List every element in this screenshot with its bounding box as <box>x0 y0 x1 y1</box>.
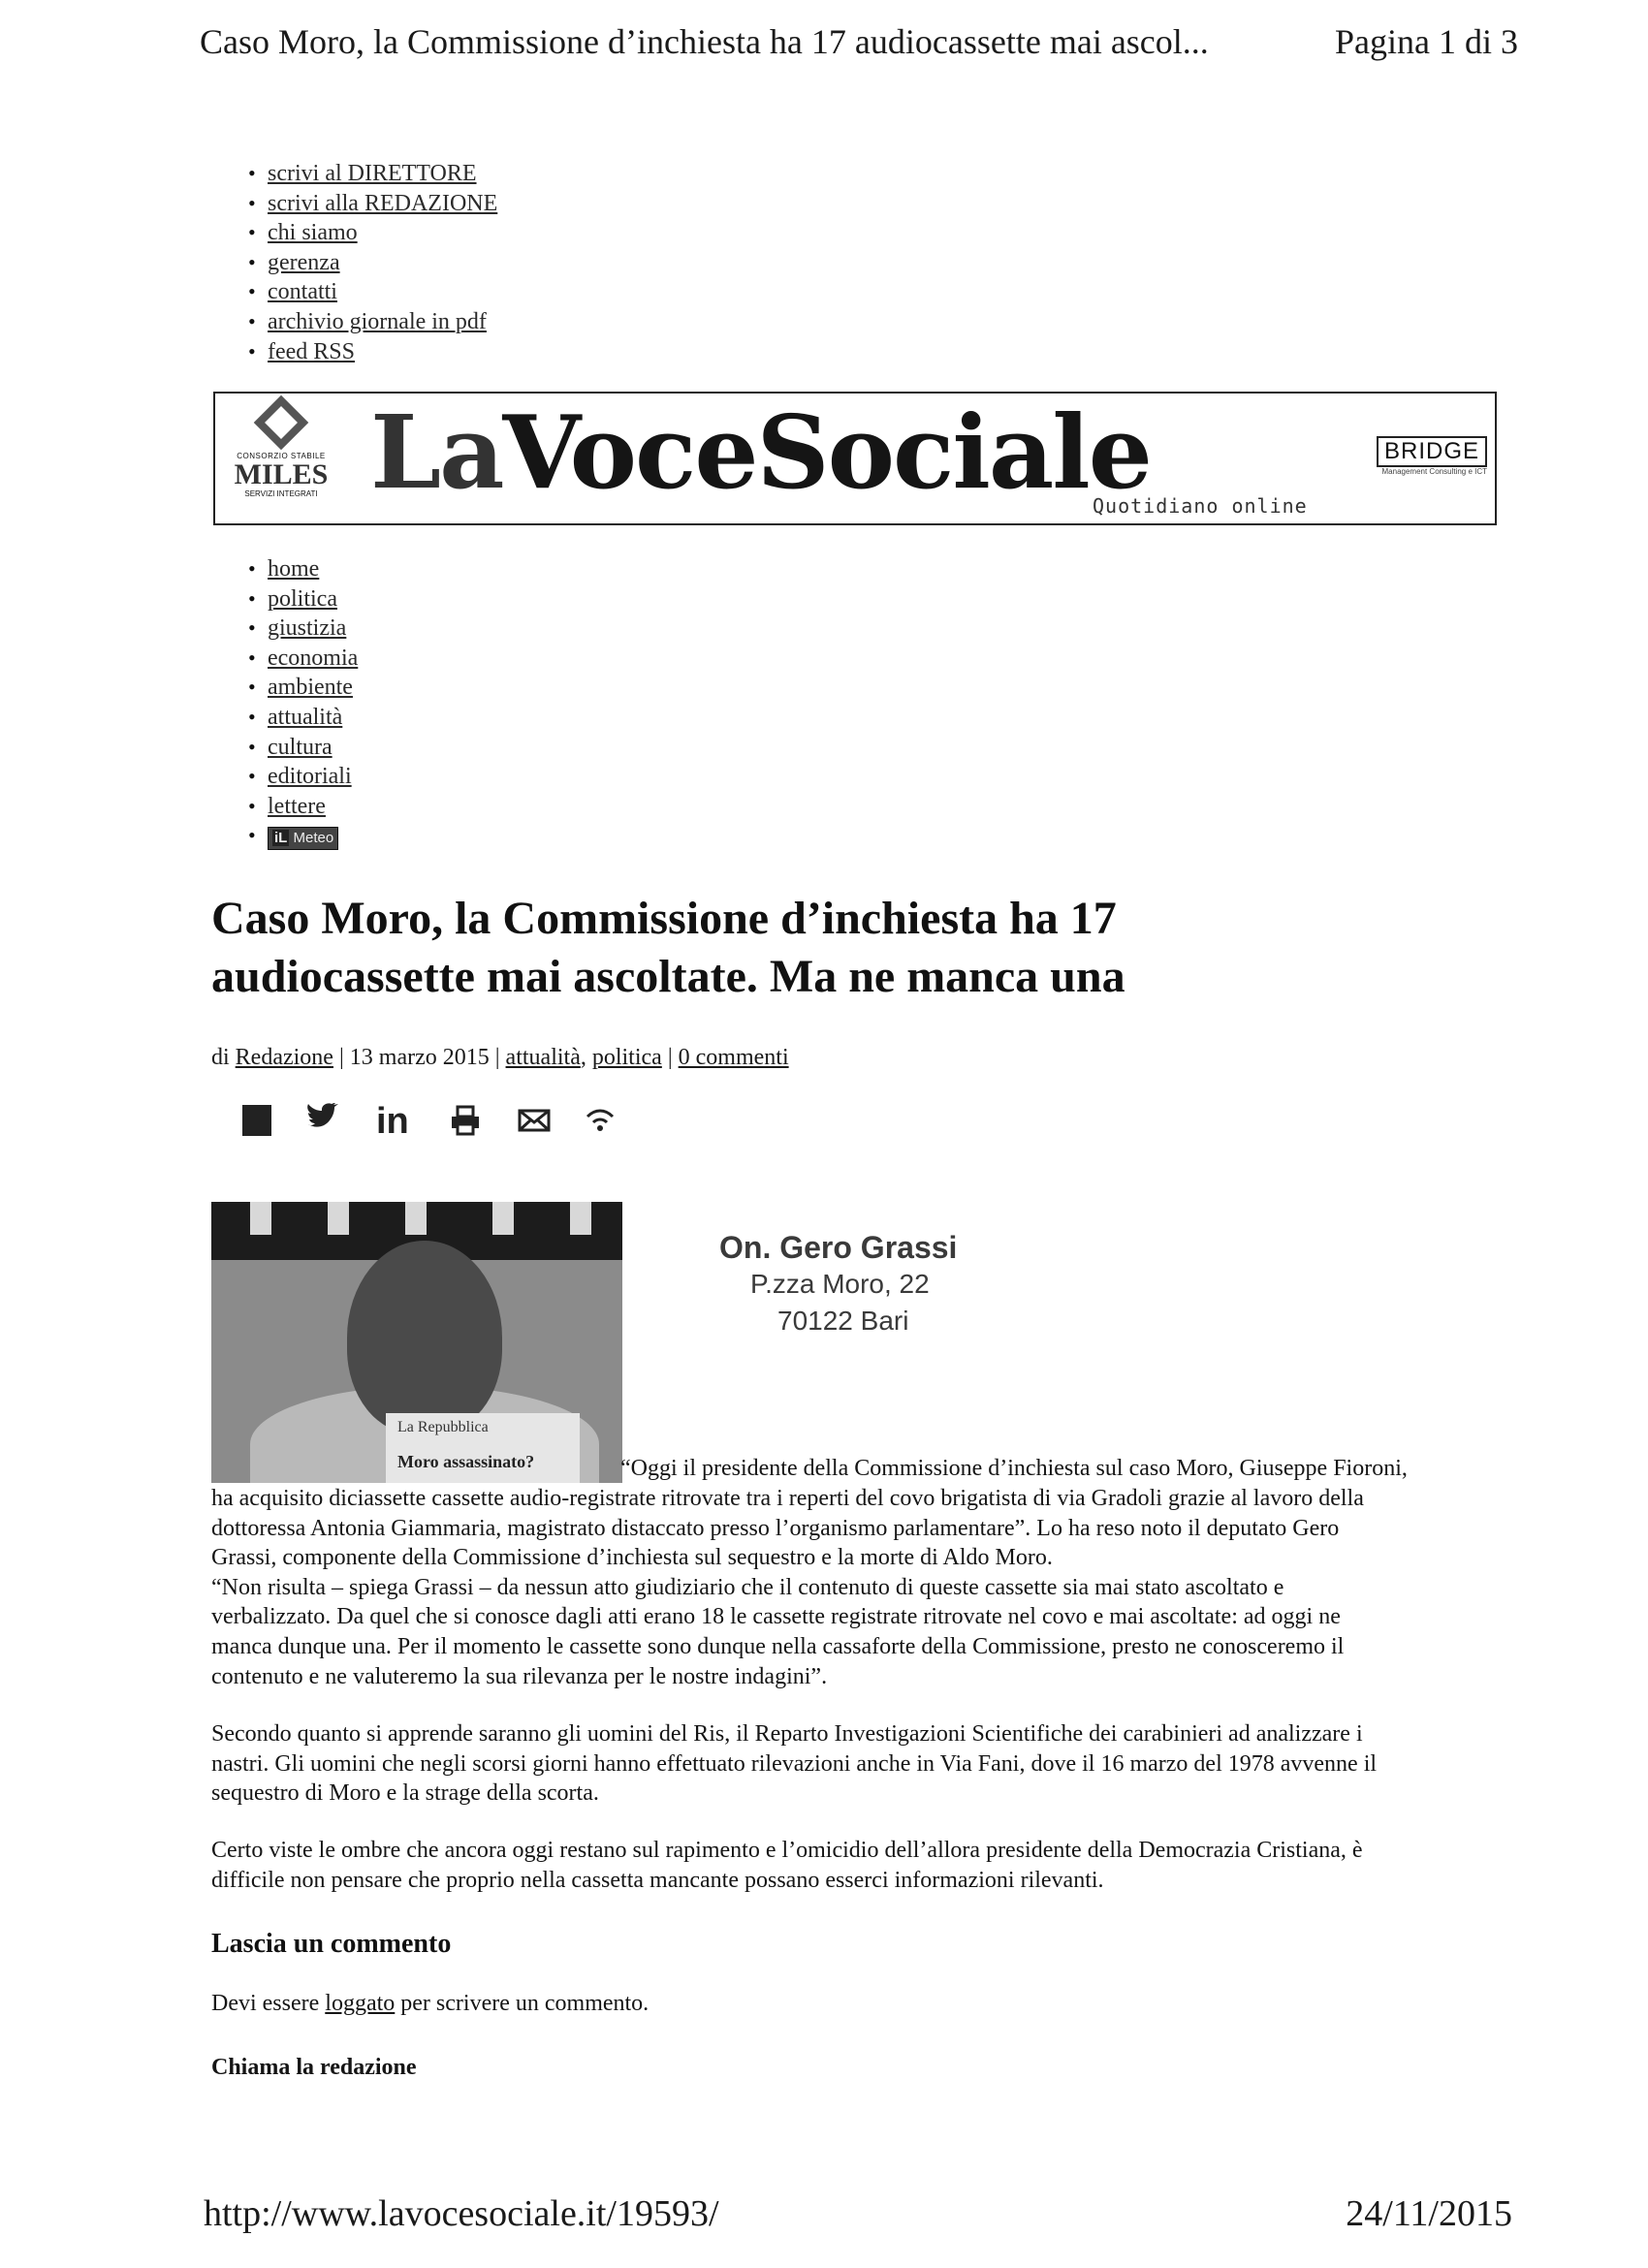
nav-item <box>248 703 358 733</box>
site-tagline: Quotidiano online <box>1093 494 1308 518</box>
bridge-logo[interactable] <box>1359 436 1487 476</box>
bridge-logo-sub: Management Consulting e ICT <box>1381 467 1487 476</box>
site-banner[interactable] <box>213 392 1497 525</box>
address-stamp <box>719 1229 957 1339</box>
nav-item <box>248 673 358 703</box>
top-link <box>248 277 497 307</box>
nav-politica[interactable]: politica <box>268 585 337 612</box>
print-header-title: Caso Moro, la Commissione d’inchiesta ha 17 audiocassette mai ascol... <box>200 22 1209 61</box>
top-link <box>248 189 497 219</box>
site-logo-la: La <box>370 393 503 512</box>
nav-item <box>248 554 358 584</box>
nav-item <box>248 614 358 644</box>
miles-logo-name: MILES <box>234 458 329 490</box>
photo-figure-head <box>347 1241 502 1434</box>
twitter-icon[interactable] <box>306 1103 339 1137</box>
miles-diamond-icon <box>254 395 309 451</box>
photo-newspaper-headline: Moro assassinato? <box>397 1452 535 1471</box>
paragraph-line: Certo viste le ombre che ancora oggi restano sul rapimento e l’omicidio dell’allora presidente della Democrazia Cristiana, è <box>211 1838 1363 1863</box>
login-note-pre: Devi essere <box>211 1991 320 2016</box>
stamp-street: P.zza Moro, 22 <box>750 1269 930 1299</box>
nav-editoriali[interactable]: editoriali <box>268 764 352 790</box>
nav-item <box>248 762 358 792</box>
paragraph-line: dottoressa Antonia Giammaria, magistrato distaccato presso l’organismo parlamentare”. Lo ha reso noto il deputato Gero <box>211 1515 1340 1541</box>
stamp-city: 70122 Bari <box>777 1306 909 1336</box>
top-link <box>248 248 497 278</box>
meteo-badge-il: iL <box>274 830 288 847</box>
top-link <box>248 337 497 367</box>
article-byline <box>211 1045 789 1071</box>
facebook-icon[interactable] <box>242 1105 271 1136</box>
nav-home[interactable]: home <box>268 556 320 582</box>
login-link[interactable]: loggato <box>325 1991 396 2016</box>
print-footer-url: http://www.lavocesociale.it/19593/ <box>204 2193 719 2234</box>
top-links <box>248 159 497 366</box>
more-icon[interactable] <box>584 1107 617 1139</box>
byline-separator: | <box>667 1045 673 1070</box>
call-heading: Chiama la redazione <box>211 2055 417 2080</box>
photo-newspaper-masthead: La Repubblica <box>397 1419 489 1435</box>
print-icon[interactable] <box>450 1105 481 1141</box>
nav-item <box>248 792 358 822</box>
byline-comments-link[interactable]: 0 commenti <box>678 1045 789 1070</box>
comments-heading: Lascia un commento <box>211 1929 452 1959</box>
nav-giustizia[interactable]: giustizia <box>268 615 347 642</box>
nav-item <box>248 733 358 763</box>
miles-logo[interactable] <box>223 399 339 516</box>
paragraph-line: Grassi, componente della Commissione d’inchiesta sul sequestro e la morte di Aldo Moro. <box>211 1545 1053 1571</box>
site-logo[interactable] <box>370 393 1151 512</box>
paragraph-line: difficile non pensare che proprio nella cassetta mancante possano esserci informazioni rilevanti. <box>211 1867 1104 1893</box>
paragraph-line: contenuto e ne valuteremo la sua rilevanza per le nostre indagini”. <box>211 1663 828 1689</box>
top-link <box>248 307 497 337</box>
photo-newspaper <box>386 1413 580 1483</box>
miles-logo-line1: CONSORZIO STABILE <box>237 452 326 460</box>
print-footer <box>204 2192 1512 2235</box>
top-link-gerenza[interactable]: gerenza <box>268 249 340 275</box>
print-header-page: Pagina 1 di 3 <box>1335 22 1518 61</box>
byline-comma: , <box>580 1045 586 1070</box>
article-paragraph-1 <box>211 1484 1491 1691</box>
meteo-badge-label: Meteo <box>293 830 334 847</box>
paragraph-line: manca dunque una. Per il momento le cassette sono dunque nella cassaforte della Commissione, presto ne conosceremo il <box>211 1633 1345 1659</box>
paragraph-line: “Non risulta – spiega Grassi – da nessun atto giudiziario che il contenuto di queste cassette sia mai stato ascoltato e <box>211 1574 1284 1600</box>
email-icon[interactable] <box>518 1109 551 1137</box>
login-note-post: per scrivere un commento. <box>400 1991 650 2016</box>
article-paragraph-3 <box>211 1836 1491 1895</box>
bridge-logo-name: BRIDGE <box>1377 436 1487 467</box>
comments-login-note <box>211 1991 649 2017</box>
meteo-badge[interactable] <box>268 827 338 850</box>
paragraph-line: sequestro di Moro e la strage della scorta. <box>211 1780 599 1807</box>
article-title: Caso Moro, la Commissione d’inchiesta ha 17 audiocassette mai ascoltate. Ma ne manca una <box>211 893 1125 1002</box>
article-photo <box>211 1202 622 1483</box>
top-link <box>248 218 497 248</box>
top-link-direttore[interactable]: scrivi al DIRETTORE <box>268 161 477 186</box>
top-link-feed-rss[interactable]: feed RSS <box>268 338 355 364</box>
byline-category-attualita[interactable]: attualità <box>505 1045 581 1070</box>
nav-economia[interactable]: economia <box>268 645 359 671</box>
nav-item <box>248 644 358 674</box>
byline-prefix: di <box>211 1045 230 1070</box>
byline-category-politica[interactable]: politica <box>591 1045 662 1070</box>
byline-date: | 13 marzo 2015 | <box>338 1045 500 1070</box>
byline-author-link[interactable]: Redazione <box>235 1045 333 1070</box>
article-paragraph-2 <box>211 1719 1491 1809</box>
top-link-chi-siamo[interactable]: chi siamo <box>268 220 358 246</box>
top-link-contatti[interactable]: contatti <box>268 279 337 305</box>
paragraph-line: verbalizzato. Da quel che si conosce dagli atti erano 18 le cassette registrate ritrovate nel covo e mai ascoltate: ad oggi ne <box>211 1604 1341 1630</box>
linkedin-icon[interactable]: in <box>376 1101 409 1142</box>
site-logo-name: VoceSociale <box>502 393 1151 512</box>
print-header <box>200 21 1518 62</box>
top-link-archivio[interactable]: archivio giornale in pdf <box>268 308 487 334</box>
paragraph-line: nastri. Gli uomini che negli scorsi giorni hanno effettuato rilevazioni anche in Via Fani, dove il 16 marzo del 1978 avvenne il <box>211 1750 1378 1777</box>
top-link <box>248 159 497 189</box>
nav-lettere[interactable]: lettere <box>268 793 326 819</box>
top-link-redazione[interactable]: scrivi alla REDAZIONE <box>268 190 498 216</box>
main-nav <box>248 554 358 851</box>
article-lead-line: “Oggi il presidente della Commissione d’inchiesta sul caso Moro, Giuseppe Fioroni, <box>620 1456 1408 1481</box>
nav-item <box>248 821 358 851</box>
miles-logo-line2: SERVIZI INTEGRATI <box>244 489 318 498</box>
print-footer-date: 24/11/2015 <box>1346 2193 1512 2234</box>
nav-item <box>248 584 358 614</box>
nav-ambiente[interactable]: ambiente <box>268 675 353 701</box>
paragraph-line: ha acquisito diciassette cassette audio-registrate ritrovate tra i reperti del covo brigatista di via Gradoli grazie al lavoro della <box>211 1486 1364 1511</box>
nav-attualita[interactable]: attualità <box>268 704 343 730</box>
nav-cultura[interactable]: cultura <box>268 734 333 760</box>
stamp-name: On. Gero Grassi <box>719 1230 958 1265</box>
paragraph-line: Secondo quanto si apprende saranno gli uomini del Ris, il Reparto Investigazioni Scientifiche dei carabinieri ad analizzare i <box>211 1721 1363 1747</box>
